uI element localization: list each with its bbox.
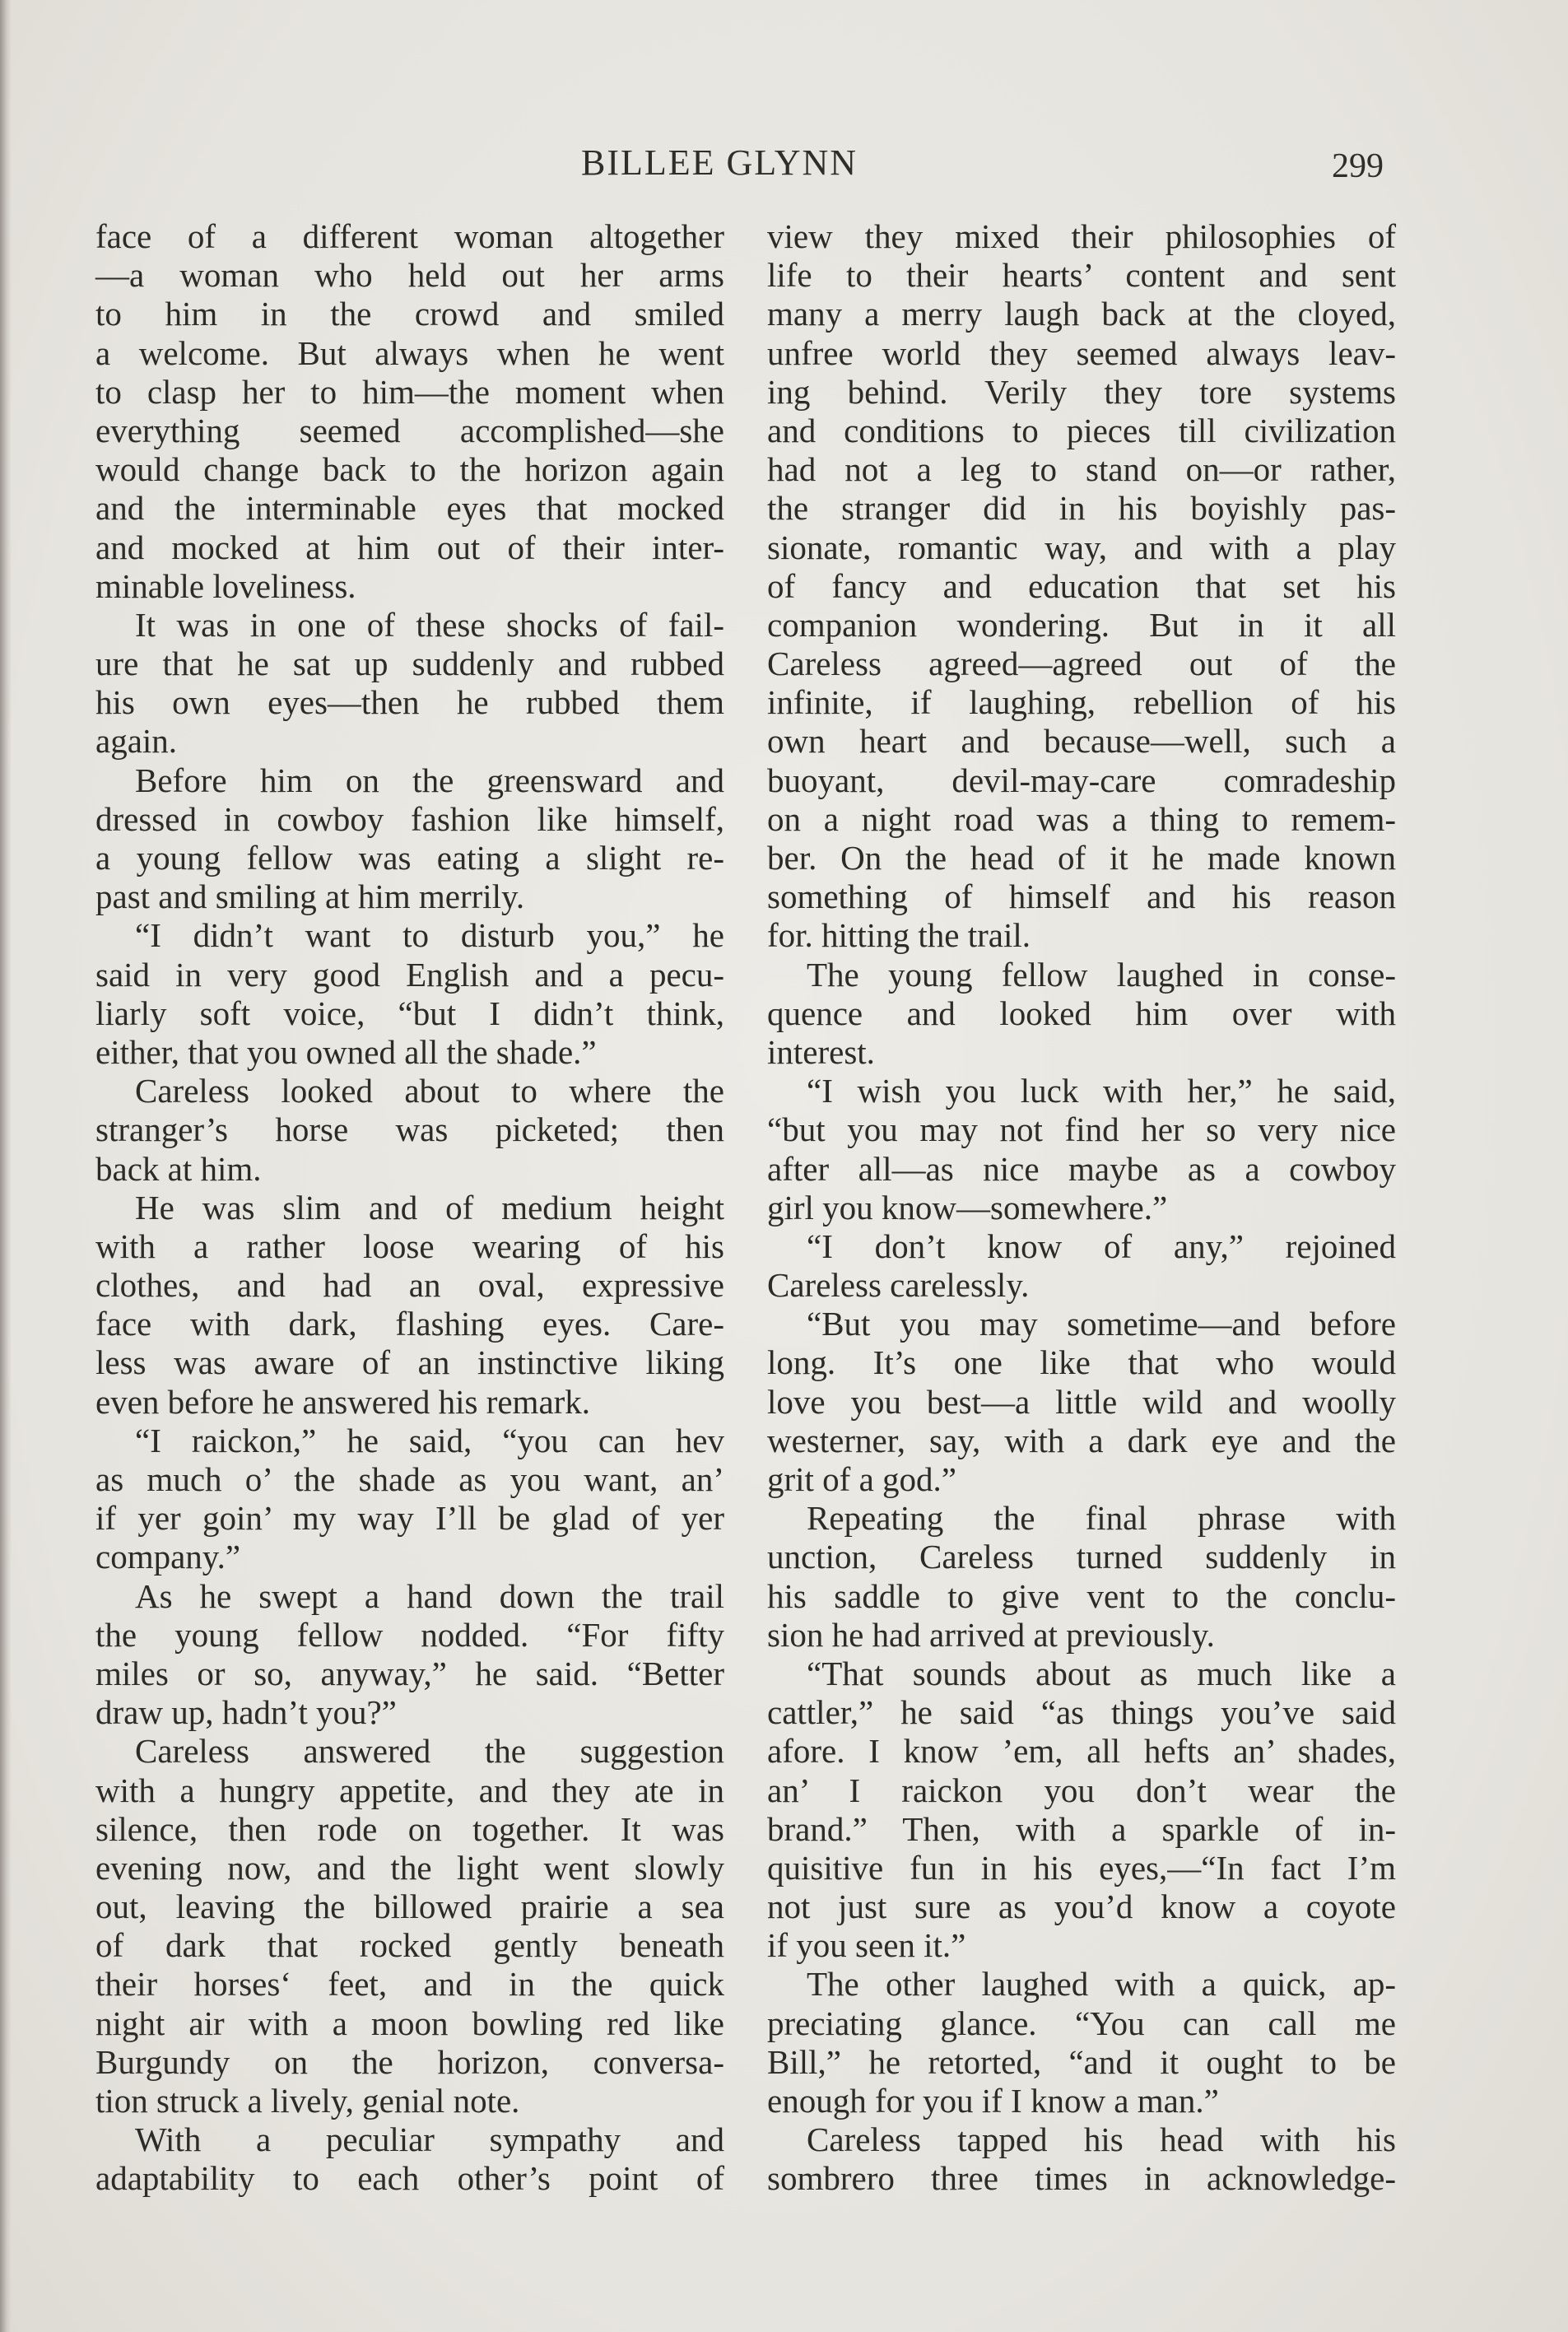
page-binding-edge — [0, 0, 12, 2332]
text-line: sion he had arrived at previously. — [767, 1615, 1215, 1654]
text-line: He was slim and of medium height — [135, 1188, 724, 1227]
text-line: out, leaving the billowed prairie a sea — [95, 1887, 724, 1926]
text-line: an’ I raickon you don’t wear the — [767, 1771, 1396, 1809]
text-line: Careless answered the suggestion — [135, 1732, 724, 1771]
text-line: of dark that rocked gently beneath — [95, 1926, 724, 1965]
text-line: would change back to the horizon again — [95, 450, 724, 489]
text-line: stranger’s horse was picketed; then — [95, 1110, 724, 1149]
text-line: long. It’s one like that who would — [767, 1343, 1396, 1382]
text-line: girl you know—somewhere.” — [767, 1188, 1168, 1227]
text-line: ing behind. Verily they tore systems — [767, 372, 1396, 411]
text-line: everything seemed accomplished—she — [95, 411, 724, 449]
text-line: of fancy and education that set his — [767, 566, 1396, 605]
text-line: afore. I know ’em, all hefts an’ shades, — [767, 1732, 1396, 1771]
text-line: evening now, and the light went slowly — [95, 1848, 724, 1887]
text-line: a young fellow was eating a slight re- — [95, 839, 724, 877]
text-line: had not a leg to stand on—or rather, — [767, 450, 1396, 489]
text-line: buoyant, devil-may-care comradeship — [767, 761, 1396, 799]
text-line: preciating glance. “You can call me — [767, 2004, 1396, 2042]
text-line: and mocked at him out of their inter- — [95, 528, 724, 566]
text-line: Before him on the greensward and — [135, 761, 724, 799]
text-line: “That sounds about as much like a — [807, 1654, 1396, 1692]
text-line: unfree world they seemed always leav- — [767, 333, 1396, 372]
text-line: clothes, and had an oval, expressive — [95, 1266, 724, 1305]
text-line: something of himself and his reason — [767, 877, 1396, 916]
text-line: said in very good English and a pecu- — [95, 955, 724, 994]
text-line: brand.” Then, with a sparkle of in- — [767, 1809, 1396, 1848]
text-line: view they mixed their philosophies of — [767, 217, 1396, 255]
text-line: if you seen it.” — [767, 1926, 966, 1965]
text-line: “I don’t know of any,” rejoined — [807, 1227, 1396, 1265]
text-line: past and smiling at him merrily. — [95, 877, 525, 916]
text-line: —a woman who held out her arms — [95, 256, 724, 295]
text-line: ber. On the head of it he made known — [767, 839, 1396, 877]
text-line: “But you may sometime—and before — [807, 1305, 1396, 1343]
text-line: miles or so, anyway,” he said. “Better — [95, 1654, 724, 1692]
text-line: not just sure as you’d know a coyote — [767, 1887, 1396, 1926]
text-line: the young fellow nodded. “For fifty — [95, 1615, 724, 1654]
text-line: “I wish you luck with her,” he said, — [807, 1072, 1396, 1110]
text-line: on a night road was a thing to remem- — [767, 799, 1396, 838]
text-line: Careless carelessly. — [767, 1266, 1030, 1305]
text-line: even before he answered his remark. — [95, 1382, 591, 1421]
text-line: quisitive fun in his eyes,—“In fact I’m — [767, 1848, 1396, 1887]
right-text-column — [767, 217, 1396, 2199]
text-line: silence, then rode on together. It was — [95, 1809, 724, 1848]
text-line: his own eyes—then he rubbed them — [95, 683, 724, 722]
text-line: own heart and because—well, such a — [767, 722, 1396, 761]
text-line: sombrero three times in acknowledge- — [767, 2159, 1396, 2198]
text-line: with a hungry appetite, and they ate in — [95, 1771, 724, 1809]
text-line: unction, Careless turned suddenly in — [767, 1538, 1396, 1576]
text-line: cattler,” he said “as things you’ve said — [767, 1693, 1396, 1732]
text-line: life to their hearts’ content and sent — [767, 256, 1396, 295]
text-line: for. hitting the trail. — [767, 916, 1031, 955]
text-line: With a peculiar sympathy and — [135, 2120, 724, 2159]
text-line: again. — [95, 722, 178, 761]
text-line: with a rather loose wearing of his — [95, 1227, 724, 1265]
text-line: The young fellow laughed in conse- — [807, 955, 1396, 994]
text-line: sionate, romantic way, and with a play — [767, 528, 1396, 566]
text-line: after all—as nice maybe as a cowboy — [767, 1149, 1396, 1188]
text-line: adaptability to each other’s point of — [95, 2159, 724, 2198]
text-line: quence and looked him over with — [767, 994, 1396, 1032]
text-line: Careless agreed—agreed out of the — [767, 645, 1396, 683]
text-line: night air with a moon bowling red like — [95, 2004, 724, 2042]
text-line: less was aware of an instinctive liking — [95, 1343, 724, 1382]
text-line: Bill,” he retorted, “and it ought to be — [767, 2042, 1396, 2081]
text-line: a welcome. But always when he went — [95, 333, 724, 372]
text-line: interest. — [767, 1032, 875, 1071]
text-line: Careless looked about to where the — [135, 1072, 724, 1110]
text-line: tion struck a lively, genial note. — [95, 2082, 520, 2120]
running-head: BILLEE GLYNN — [581, 142, 858, 183]
page-number: 299 — [1332, 147, 1384, 185]
text-line: “I raickon,” he said, “you can hev — [135, 1421, 724, 1459]
text-line: and conditions to pieces till civilization — [767, 411, 1396, 449]
text-line: grit of a god.” — [767, 1460, 956, 1498]
text-line: draw up, hadn’t you?” — [95, 1693, 397, 1732]
text-line: many a merry laugh back at the cloyed, — [767, 295, 1396, 333]
text-line: to clasp her to him—the moment when — [95, 372, 724, 411]
text-line: Careless tapped his head with his — [807, 2120, 1396, 2159]
text-line: ure that he sat up suddenly and rubbed — [95, 645, 724, 683]
text-line: his saddle to give vent to the conclu- — [767, 1576, 1396, 1615]
text-line: and the interminable eyes that mocked — [95, 489, 724, 528]
text-line: Burgundy on the horizon, conversa- — [95, 2042, 724, 2081]
text-line: Repeating the final phrase with — [807, 1499, 1396, 1538]
text-line: infinite, if laughing, rebellion of his — [767, 683, 1396, 722]
text-line: love you best—a little wild and woolly — [767, 1382, 1396, 1421]
text-line: “but you may not find her so very nice — [767, 1110, 1396, 1149]
text-line: face of a different woman altogether — [95, 217, 724, 255]
text-line: company.” — [95, 1538, 241, 1576]
text-line: if yer goin’ my way I’ll be glad of yer — [95, 1499, 724, 1538]
text-line: either, that you owned all the shade.” — [95, 1032, 597, 1071]
text-line: minable loveliness. — [95, 566, 356, 605]
text-line: As he swept a hand down the trail — [135, 1576, 724, 1615]
text-line: enough for you if I know a man.” — [767, 2082, 1219, 2120]
text-line: dressed in cowboy fashion like himself, — [95, 799, 724, 838]
text-line: It was in one of these shocks of fail- — [135, 605, 724, 644]
text-line: back at him. — [95, 1149, 262, 1188]
text-line: liarly soft voice, “but I didn’t think, — [95, 994, 724, 1032]
left-text-column — [95, 217, 724, 2199]
text-line: “I didn’t want to disturb you,” he — [135, 916, 724, 955]
text-line: their horses‘ feet, and in the quick — [95, 1965, 724, 2004]
text-line: companion wondering. But in it all — [767, 605, 1396, 644]
text-line: face with dark, flashing eyes. Care- — [95, 1305, 724, 1343]
text-line: westerner, say, with a dark eye and the — [767, 1421, 1396, 1459]
text-line: the stranger did in his boyishly pas- — [767, 489, 1396, 528]
text-line: to him in the crowd and smiled — [95, 295, 724, 333]
text-line: The other laughed with a quick, ap- — [807, 1965, 1396, 2004]
text-line: as much o’ the shade as you want, an’ — [95, 1460, 724, 1498]
